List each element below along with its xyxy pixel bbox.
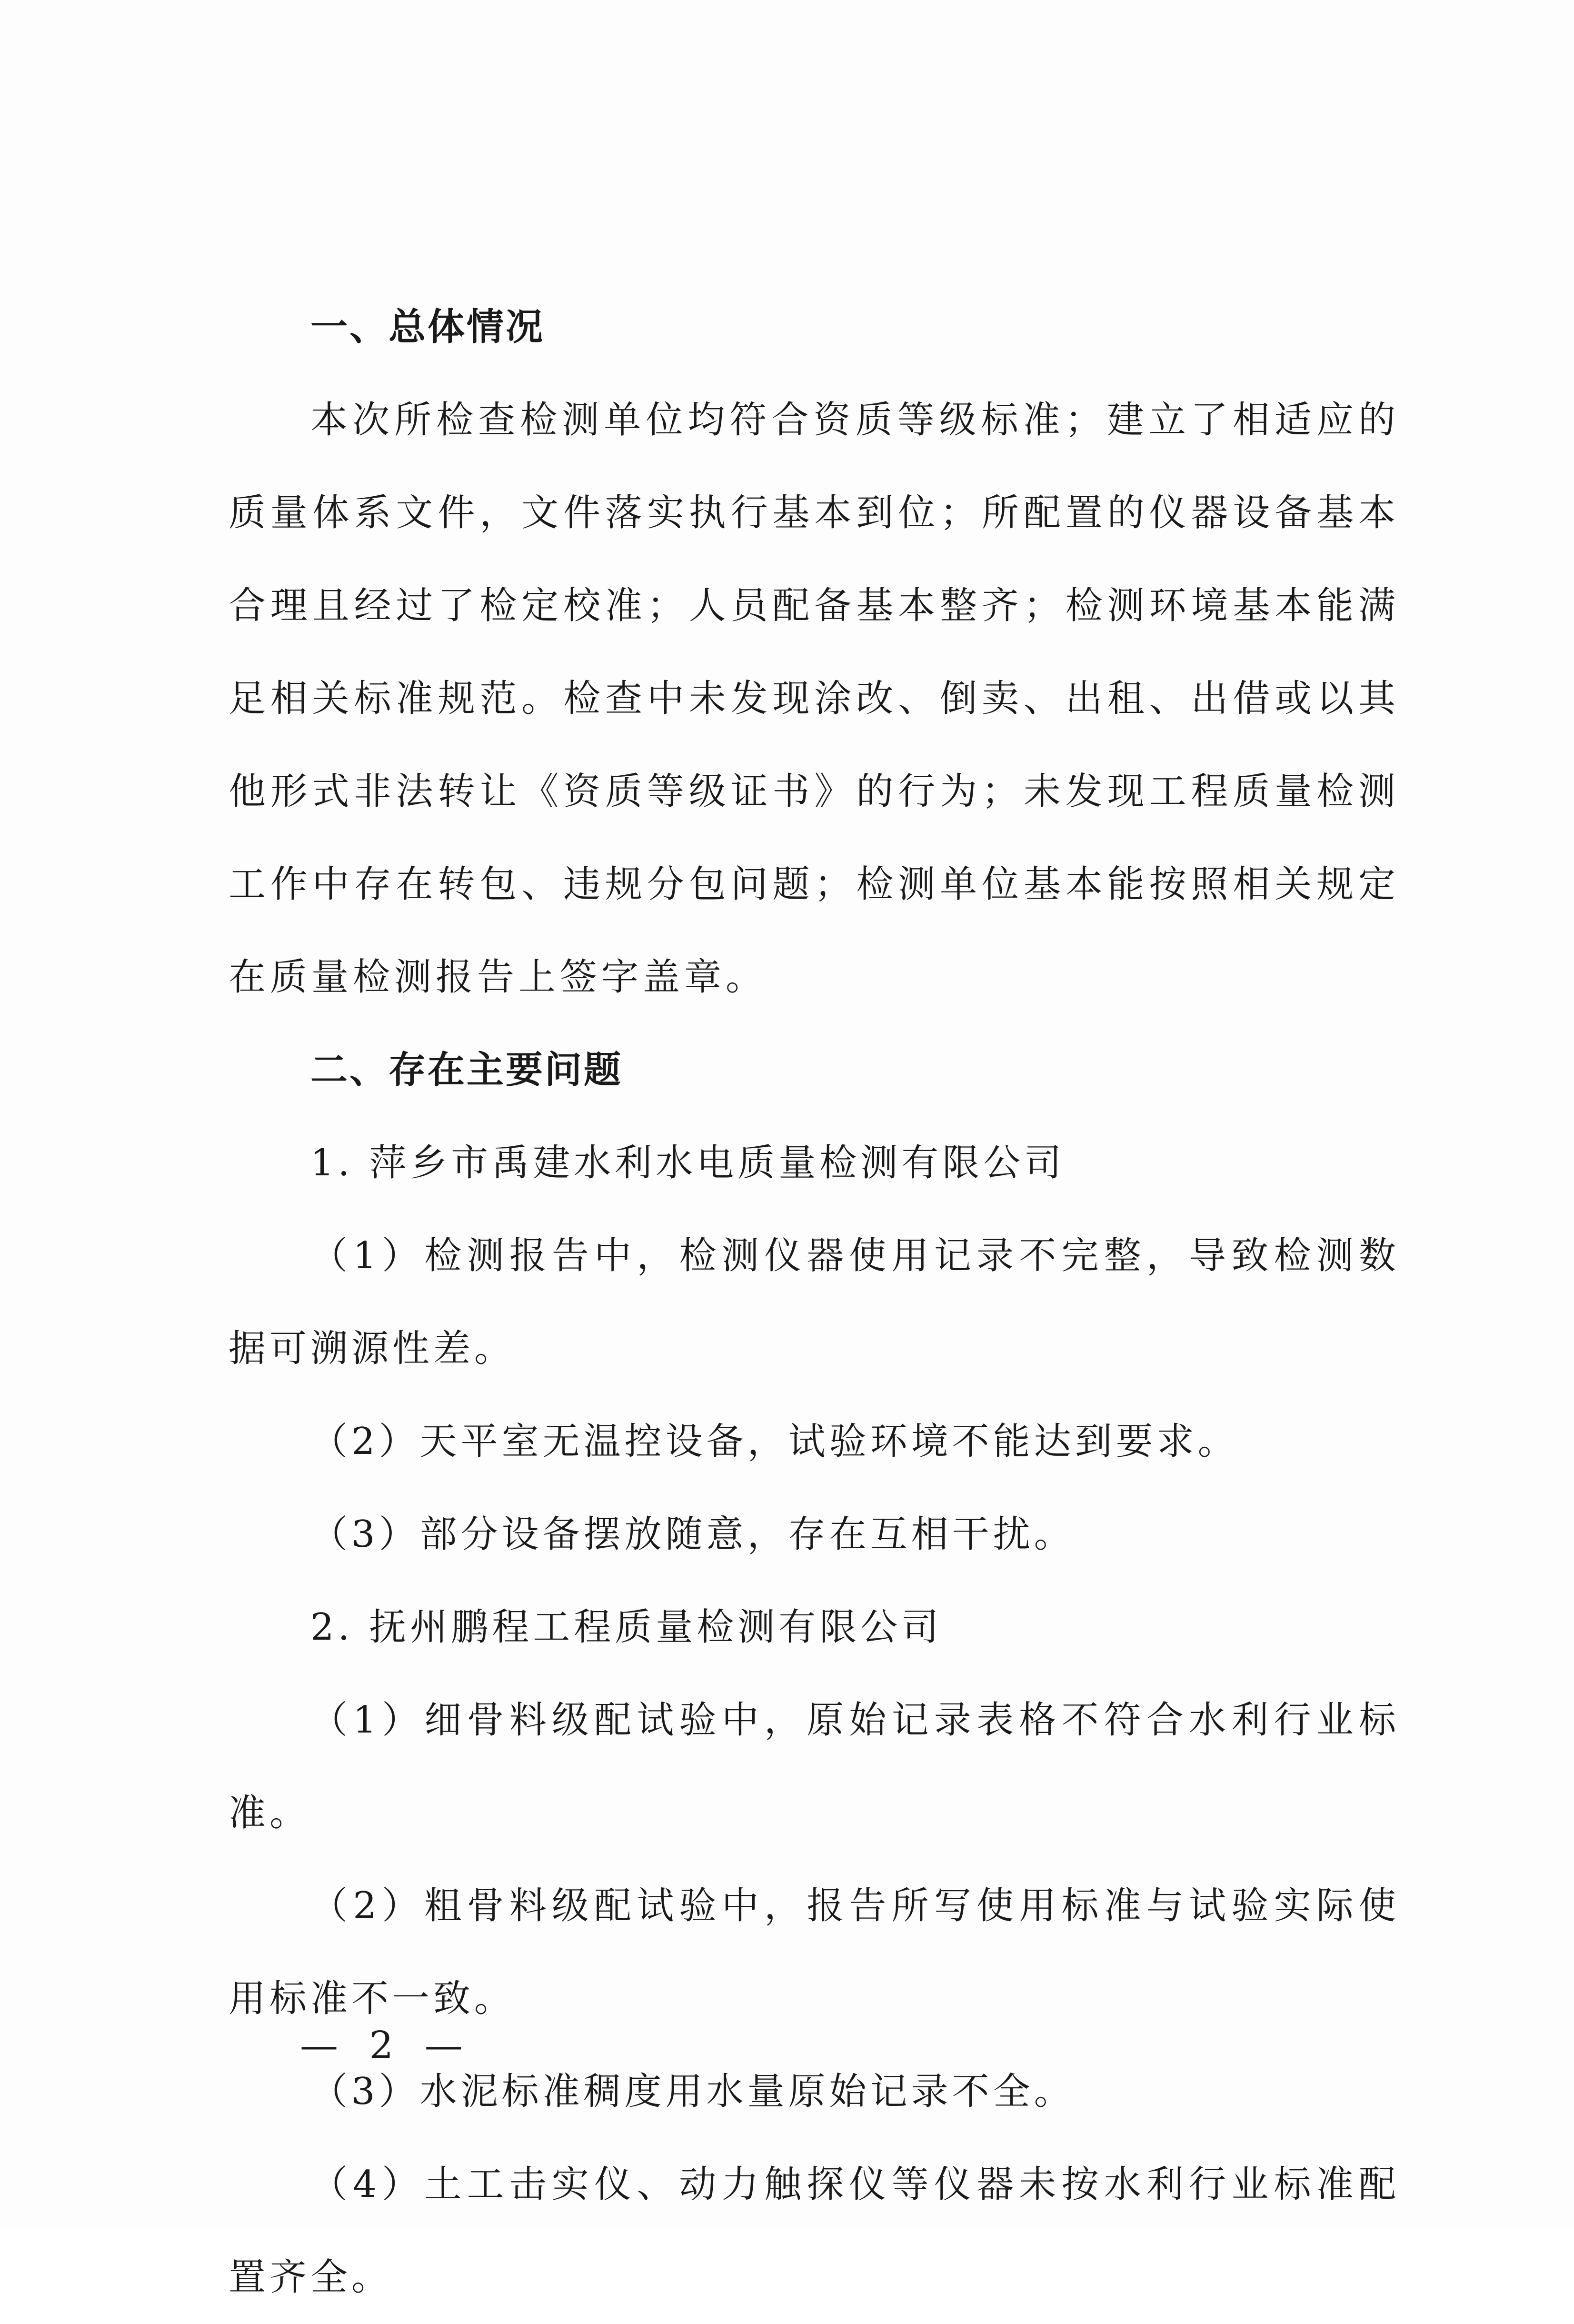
document-body: [229, 281, 1400, 2324]
issue-item: （2）天平室无温控设备，试验环境不能达到要求。: [310, 1420, 1239, 1463]
issue-item: （3）水泥标准稠度用水量原始记录不全。: [310, 2070, 1075, 2113]
issue-item: （1）细骨料级配试验中，原始记录表格不符合水利行业标准。: [229, 1699, 1400, 1834]
issue-item: （4）土工击实仪、动力触探仪等仪器未按水利行业标准配置齐全。: [229, 2163, 1400, 2299]
company-title-2: 2. 抚州鹏程工程质量检测有限公司: [310, 1606, 943, 1649]
company-title-1: 1. 萍乡市禹建水利水电质量检测有限公司: [310, 1142, 1066, 1184]
issue-item: （2）粗骨料级配试验中，报告所写使用标准与试验实际使用标准不一致。: [229, 1884, 1400, 2020]
section-heading-overview: 一、总体情况: [310, 306, 545, 349]
overview-paragraph: 本次所检查检测单位均符合资质等级标准；建立了相适应的质量体系文件，文件落实执行基本到位；所配置的仪器设备基本合理且经过了检定校准；人员配备基本整齐；检测环境基本能满足相关标准规范。检查中未发现涂改、倒卖、出租、出借或以其他形式非法转让《资质等级证书》的行为；未发现工程质量检测工作中存在转包、违规分包问题；检测单位基本能按照相关规定在质量检测报告上签字盖章。: [229, 399, 1400, 999]
section-heading-problems: 二、存在主要问题: [310, 1049, 623, 1092]
issue-item: （1）检测报告中，检测仪器使用记录不完整，导致检测数据可溯源性差。: [229, 1234, 1400, 1370]
page-number: — 2 —: [300, 2023, 472, 2067]
issue-item: （3）部分设备摆放随意，存在互相干扰。: [310, 1513, 1075, 1556]
